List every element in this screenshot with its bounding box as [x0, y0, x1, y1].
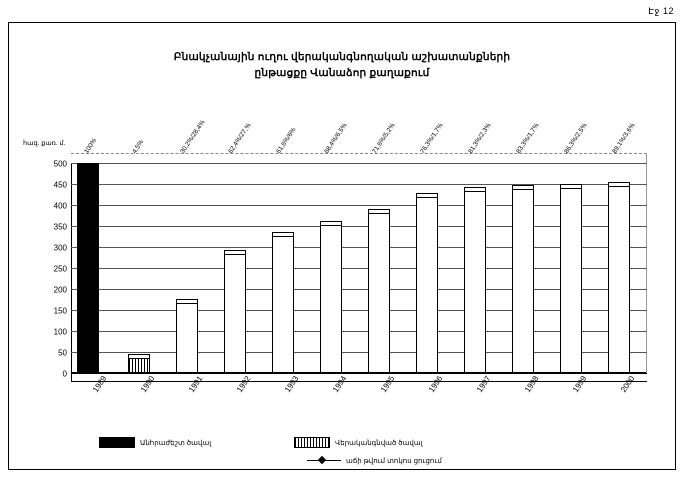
bar-restored: [224, 252, 246, 373]
y-axis-tick-label: 500: [53, 159, 67, 169]
bar-top-cap: [560, 184, 582, 189]
x-axis-tick-label: 1993: [283, 374, 301, 395]
y-axis-tick-label: 50: [58, 348, 67, 358]
gridline: [62, 369, 647, 379]
page-label: Էջ 12: [648, 6, 674, 16]
x-axis-tick-label: 1994: [331, 374, 349, 395]
data-point-label: 76,3%/1,7%: [419, 122, 445, 155]
bar-top-cap: [176, 299, 198, 304]
bar-restored: [416, 195, 438, 374]
x-axis-tick-label: 2000: [619, 374, 637, 395]
chart-title: [9, 49, 675, 81]
y-axis-tick-label: 350: [53, 222, 67, 232]
bar-top-cap: [224, 250, 246, 255]
y-axis-unit-label: հազ. քառ. մ.: [23, 140, 66, 147]
plot-floor: [71, 373, 647, 382]
plot-area: [53, 119, 647, 395]
y-axis-tick-label: 450: [53, 180, 67, 190]
legend-swatch-solid: [99, 437, 135, 448]
y-axis-tick-label: 400: [53, 201, 67, 211]
y-axis-tick-label: 150: [53, 306, 67, 316]
legend-item-total: [99, 437, 211, 448]
legend-label-total: Անհրաժեշտ ծավալ: [140, 439, 212, 447]
figure-frame: [8, 22, 676, 470]
x-axis-tick-label: 1997: [475, 374, 493, 395]
x-axis-tick-label: 1995: [379, 374, 397, 395]
bar-top-cap: [416, 193, 438, 198]
data-point-label: 30,2%/28,4%: [179, 119, 207, 155]
data-point-label: 61,6%/6%: [275, 126, 298, 155]
y-axis-tick-label: 200: [53, 285, 67, 295]
x-axis-tick-label: 1992: [235, 374, 253, 395]
legend-label-restored: Վերականգնված ծավալ: [335, 439, 423, 447]
data-point-label: 100%: [83, 137, 99, 155]
legend-item-restored: [294, 437, 423, 448]
legend-line-marker-icon: [307, 455, 341, 466]
y-axis-tick-label: 300: [53, 243, 67, 253]
bar-restored: [320, 223, 342, 373]
data-point-label: 4,5%: [131, 138, 146, 155]
bar-total: [77, 163, 99, 373]
x-axis-tick-label: 1990: [139, 374, 157, 395]
data-point-label: 83,3%/1,7%: [515, 122, 541, 155]
legend: [79, 431, 599, 477]
bar-restored: [560, 186, 582, 373]
y-axis-tick-label: 250: [53, 264, 67, 274]
data-point-label: 81,3%/2,3%: [467, 122, 493, 155]
x-axis-tick-label: 1991: [187, 374, 205, 395]
bar-restored: [512, 187, 534, 373]
bar-restored: [608, 184, 630, 373]
bar-top-cap: [128, 354, 150, 359]
bar-top-cap: [272, 232, 294, 237]
bar-series-container: [71, 119, 647, 395]
bar-top-cap: [320, 221, 342, 226]
chart-title-line2: ընթացքը Վանաձոր քաղաքում: [254, 67, 430, 79]
bar-restored: [368, 211, 390, 373]
data-point-label: 71,6%/5,2%: [371, 122, 397, 155]
bar-top-cap: [512, 185, 534, 190]
legend-swatch-hatched: [294, 437, 330, 448]
data-point-label: 86,3%/2,5%: [563, 122, 589, 155]
x-axis-tick-label: 1998: [523, 374, 541, 395]
data-point-label: 68,4%/6,5%: [323, 122, 349, 155]
x-axis-tick-label: 1996: [427, 374, 445, 395]
data-point-label: 62,4%/27,%: [227, 122, 253, 155]
data-point-label: 89,1%/3,6%: [611, 122, 637, 155]
y-axis-tick-label: 100: [53, 327, 67, 337]
bar-top-cap: [368, 209, 390, 214]
bar-top-cap: [464, 187, 486, 192]
bar-restored: [176, 301, 198, 373]
x-axis-tick-label: 1989: [91, 374, 109, 395]
plot-top-edge: [71, 153, 647, 163]
x-axis-tick-label: 1999: [571, 374, 589, 395]
y-axis-tick-label: 0: [62, 369, 67, 379]
bar-restored: [272, 234, 294, 373]
bar-top-cap: [608, 182, 630, 187]
legend-item-line: [307, 455, 442, 466]
bar-restored: [464, 189, 486, 373]
chart-title-line1: Բնակչանային ուղու վերականգնողական աշխատանքների: [173, 51, 511, 63]
legend-label-line: աճի թվում տոկոս ցուցում: [346, 457, 442, 465]
